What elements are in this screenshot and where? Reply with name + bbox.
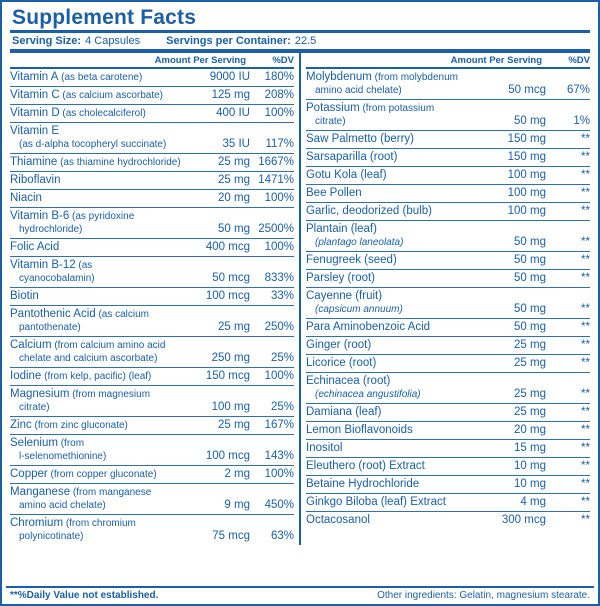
left-column-header — [10, 53, 294, 67]
ingredient-amount: 10 mg — [480, 458, 546, 476]
ingredient-amount: 25 mg — [480, 404, 546, 422]
ingredient-amount: 150 mg — [480, 149, 546, 167]
facts-columns — [10, 53, 590, 545]
ingredient-daily-value: 2500% — [250, 208, 294, 239]
ingredient-daily-value: ** — [546, 476, 590, 494]
ingredient-label: Vitamin E — [10, 125, 60, 137]
ingredient-amount: 9 mg — [184, 484, 250, 515]
ingredient-source: (as beta carotene) — [58, 72, 143, 83]
ingredient-amount: 50 mcg — [184, 257, 250, 288]
ingredient-name — [306, 167, 480, 185]
right-ingredient-table — [306, 69, 590, 529]
servings-container-value: 22.5 — [294, 35, 317, 47]
table-row — [10, 190, 294, 208]
ingredient-daily-value: ** — [546, 373, 590, 404]
ingredient-amount: 150 mcg — [184, 368, 250, 386]
ingredient-amount: 300 mcg — [501, 514, 546, 526]
left-ingredient-table — [10, 69, 294, 545]
ingredient-daily-value: ** — [546, 319, 590, 337]
table-row — [306, 422, 590, 440]
ingredient-daily-value: 1% — [546, 100, 590, 131]
ingredient-name — [306, 494, 480, 512]
ingredient-label: Para Aminobenzoic Acid — [306, 321, 431, 333]
ingredient-name — [10, 484, 184, 515]
ingredient-label: Inositol — [306, 442, 343, 454]
other-ingredients-note: Other ingredients: Gelatin, magnesium stearate. — [377, 590, 590, 601]
table-row — [10, 69, 294, 87]
ingredient-amount: 25 mg — [184, 154, 250, 172]
ingredient-label: Potassium — [306, 102, 360, 114]
ingredient-name — [306, 270, 480, 288]
ingredient-daily-value: 167% — [250, 417, 294, 435]
ingredient-label: Betaine Hydrochloride — [306, 478, 420, 490]
ingredient-amount: 75 mcg — [212, 530, 250, 542]
ingredient-label: Biotin — [10, 290, 39, 302]
ingredient-daily-value: ** — [546, 131, 590, 149]
table-row — [306, 319, 590, 337]
table-row — [10, 257, 294, 288]
ingredient-label: Niacin — [10, 192, 42, 204]
ingredient-daily-value: ** — [546, 422, 590, 440]
ingredient-name — [306, 288, 480, 319]
ingredient-daily-value: 180% — [250, 69, 294, 87]
ingredient-daily-value: 143% — [250, 435, 294, 466]
ingredient-latin-name: (plantago laneolata) — [315, 237, 404, 248]
ingredient-label: Eleuthero (root) Extract — [306, 460, 425, 472]
ingredient-daily-value: 100% — [250, 466, 294, 484]
ingredient-amount: 50 mg — [480, 100, 546, 131]
ingredient-source: (as — [75, 260, 93, 271]
ingredient-daily-value: 1667% — [250, 154, 294, 172]
ingredient-name — [306, 319, 480, 337]
ingredient-label: Magnesium — [10, 388, 70, 400]
table-row — [306, 288, 590, 319]
ingredient-amount: 50 mg — [480, 319, 546, 337]
ingredient-daily-value: 250% — [250, 306, 294, 337]
ingredient-source: (as calcium ascorbate) — [59, 90, 164, 101]
ingredient-name — [10, 172, 184, 190]
ingredient-amount: 4 mg — [480, 494, 546, 512]
table-row — [10, 172, 294, 190]
ingredient-daily-value: ** — [546, 252, 590, 270]
ingredient-label: Plantain (leaf) — [306, 223, 377, 235]
ingredient-amount: 50 mg — [480, 288, 546, 319]
ingredient-source: (from copper gluconate) — [47, 469, 157, 480]
ingredient-source: (from calcium amino acid — [51, 340, 166, 351]
ingredient-amount: 100 mcg — [184, 288, 250, 306]
ingredient-daily-value: 1471% — [250, 172, 294, 190]
ingredient-daily-value: 100% — [250, 239, 294, 257]
ingredient-label: Gotu Kola (leaf) — [306, 169, 387, 181]
ingredient-name — [10, 190, 184, 208]
ingredient-latin-name: (capsicum annuum) — [315, 304, 403, 315]
ingredient-name — [306, 252, 480, 270]
ingredient-name — [10, 466, 184, 484]
ingredient-name — [306, 203, 480, 221]
serving-info — [10, 35, 590, 47]
ingredient-daily-value: 100% — [250, 368, 294, 386]
ingredient-label: Octacosanol — [306, 514, 370, 526]
ingredient-source: (from magnesium — [69, 389, 151, 400]
ingredient-name — [10, 417, 184, 435]
table-row — [10, 87, 294, 105]
right-column — [299, 53, 590, 545]
ingredient-amount: 9000 IU — [184, 69, 250, 87]
ingredient-amount: 100 mg — [480, 185, 546, 203]
ingredient-label: Chromium — [10, 517, 64, 529]
ingredient-name — [10, 306, 184, 337]
ingredient-amount: 15 mg — [480, 440, 546, 458]
ingredient-label: Parsley (root) — [306, 272, 376, 284]
ingredient-amount: 25 mg — [480, 373, 546, 404]
table-row — [306, 494, 590, 512]
ingredient-label: Garlic, deodorized (bulb) — [306, 205, 432, 217]
ingredient-amount: 400 mcg — [184, 239, 250, 257]
amount-per-serving-header-left: Amount Per Serving — [154, 55, 246, 66]
ingredient-amount: 10 mg — [480, 476, 546, 494]
table-row — [10, 466, 294, 484]
ingredient-name — [10, 515, 184, 546]
ingredient-name — [10, 239, 184, 257]
ingredient-amount: 25 mg — [184, 306, 250, 337]
ingredient-daily-value: ** — [546, 270, 590, 288]
ingredient-amount: 25 mg — [184, 172, 250, 190]
ingredient-daily-value: 450% — [250, 484, 294, 515]
ingredient-label: Saw Palmetto (berry) — [306, 133, 415, 145]
ingredient-source: (from chromium — [63, 518, 136, 529]
ingredient-source-line2: (as d-alpha tocopheryl succinate) — [19, 139, 167, 150]
ingredient-label: Pantothenic Acid — [10, 308, 96, 320]
ingredient-amount: 100 mg — [480, 203, 546, 221]
table-row — [306, 440, 590, 458]
table-row — [306, 100, 590, 131]
serving-size-value: 4 Capsules — [85, 35, 141, 47]
ingredient-daily-value: ** — [546, 167, 590, 185]
ingredient-daily-value: ** — [546, 221, 590, 252]
ingredient-amount: 25 mg — [480, 355, 546, 373]
ingredient-label: Vitamin B-12 — [10, 259, 76, 271]
table-row — [306, 458, 590, 476]
ingredient-daily-value: ** — [546, 203, 590, 221]
ingredient-amount: 250 mg — [184, 337, 250, 368]
ingredient-source: (from potassium — [359, 103, 435, 114]
ingredient-daily-value: 100% — [250, 190, 294, 208]
table-row — [306, 69, 590, 100]
ingredient-daily-value: 25% — [250, 337, 294, 368]
table-row — [306, 476, 590, 494]
ingredient-daily-value: 208% — [250, 87, 294, 105]
ingredient-latin-name: (echinacea angustifolia) — [315, 389, 421, 400]
table-row — [10, 386, 294, 417]
table-row — [10, 123, 294, 154]
ingredient-daily-value: ** — [546, 288, 590, 319]
ingredient-label: Calcium — [10, 339, 52, 351]
ingredient-source-line2: amino acid chelate) — [315, 85, 402, 96]
ingredient-daily-value: ** — [546, 440, 590, 458]
ingredient-label: Ginger (root) — [306, 339, 372, 351]
table-row — [306, 404, 590, 422]
table-row — [306, 270, 590, 288]
ingredient-source: (from molybdenum — [371, 72, 458, 83]
footer — [10, 590, 590, 601]
ingredient-daily-value: 67% — [546, 69, 590, 100]
table-row — [10, 417, 294, 435]
ingredient-daily-value: ** — [546, 337, 590, 355]
ingredient-label: Copper — [10, 468, 48, 480]
ingredient-name — [306, 404, 480, 422]
ingredient-name — [10, 257, 184, 288]
ingredient-source-line2: pantothenate) — [19, 322, 81, 333]
ingredient-name — [306, 100, 480, 131]
ingredient-daily-value: 33% — [250, 288, 294, 306]
table-row — [306, 512, 590, 530]
ingredient-label: Sarsaparilla (root) — [306, 151, 398, 163]
ingredient-label: Molybdenum — [306, 71, 372, 83]
ingredient-source-line2: amino acid chelate) — [19, 500, 106, 511]
ingredient-label: Manganese — [10, 486, 71, 498]
ingredient-amount: 400 IU — [184, 105, 250, 123]
ingredient-name — [10, 435, 184, 466]
dv-header-right: %DV — [568, 55, 590, 66]
ingredient-label: Zinc — [10, 419, 32, 431]
ingredient-name — [10, 87, 184, 105]
ingredient-daily-value: 25% — [250, 386, 294, 417]
serving-size-label: Serving Size: — [12, 35, 82, 47]
ingredient-name — [10, 386, 184, 417]
ingredient-label: Vitamin D — [10, 107, 60, 119]
ingredient-amount: 50 mcg — [480, 69, 546, 100]
ingredient-amount: 100 mg — [480, 167, 546, 185]
ingredient-label: Fenugreek (seed) — [306, 254, 397, 266]
table-row — [306, 167, 590, 185]
table-row — [10, 484, 294, 515]
ingredient-amount: 125 mg — [184, 87, 250, 105]
ingredient-name — [10, 69, 184, 87]
ingredient-name — [10, 105, 184, 123]
ingredient-name — [306, 149, 480, 167]
ingredient-name — [306, 355, 480, 373]
ingredient-source-line2: cyanocobalamin) — [19, 273, 95, 284]
ingredient-name — [10, 368, 184, 386]
ingredient-amount: 50 mg — [184, 208, 250, 239]
table-row — [306, 221, 590, 252]
ingredient-name — [306, 69, 480, 100]
ingredient-label: Licorice (root) — [306, 357, 377, 369]
ingredient-source-line2: polynicotinate) — [19, 531, 84, 542]
ingredient-amount: 50 mg — [480, 252, 546, 270]
ingredient-label: Vitamin C — [10, 89, 60, 101]
ingredient-amount: 100 mcg — [184, 435, 250, 466]
ingredient-amount: 2 mg — [184, 466, 250, 484]
ingredient-daily-value: 833% — [250, 257, 294, 288]
page-title: Supplement Facts — [12, 6, 197, 29]
ingredient-amount: 25 mg — [480, 337, 546, 355]
ingredient-label: Riboflavin — [10, 174, 61, 186]
ingredient-label: Bee Pollen — [306, 187, 362, 199]
ingredient-amount: 100 mg — [184, 386, 250, 417]
ingredient-name — [10, 208, 184, 239]
ingredient-amount: 35 IU — [184, 123, 250, 154]
ingredient-source-line2: citrate) — [315, 116, 346, 127]
ingredient-label: Echinacea (root) — [306, 375, 391, 387]
ingredient-daily-value: ** — [546, 494, 590, 512]
ingredient-label: Folic Acid — [10, 241, 60, 253]
ingredient-label: Iodine — [10, 370, 42, 382]
ingredient-name — [306, 440, 480, 458]
table-row — [306, 252, 590, 270]
ingredient-name — [306, 373, 480, 404]
ingredient-source: (from manganese — [70, 487, 152, 498]
ingredient-daily-value: 63% — [270, 530, 294, 542]
title-divider — [10, 30, 590, 33]
ingredient-daily-value: ** — [546, 458, 590, 476]
ingredient-name — [306, 512, 480, 530]
ingredient-label: Cayenne (fruit) — [306, 290, 383, 302]
table-row — [10, 515, 294, 546]
ingredient-label: Ginkgo Biloba (leaf) Extract — [306, 496, 446, 508]
table-row — [10, 306, 294, 337]
table-row — [10, 154, 294, 172]
table-row — [306, 355, 590, 373]
ingredient-label: Lemon Bioflavonoids — [306, 424, 413, 436]
ingredient-source: (from — [57, 438, 85, 449]
ingredient-name — [306, 458, 480, 476]
daily-value-note: **%Daily Value not established. — [10, 590, 159, 601]
ingredient-label: Thiamine — [10, 156, 58, 168]
ingredient-label: Damiana (leaf) — [306, 406, 382, 418]
ingredient-name — [306, 422, 480, 440]
ingredient-name — [10, 154, 184, 172]
ingredient-name — [306, 476, 480, 494]
ingredient-amount: 50 mg — [480, 270, 546, 288]
ingredient-source-line2: citrate) — [19, 402, 50, 413]
table-row — [10, 435, 294, 466]
table-row — [10, 368, 294, 386]
amount-per-serving-header-right: Amount Per Serving — [450, 55, 542, 66]
table-row — [306, 149, 590, 167]
table-row — [306, 131, 590, 149]
table-row — [10, 337, 294, 368]
ingredient-daily-value: 100% — [250, 105, 294, 123]
ingredient-daily-value: ** — [546, 355, 590, 373]
ingredient-source: (as pyridoxine — [69, 211, 135, 222]
servings-container-label: Servings per Container: — [166, 35, 291, 47]
ingredient-daily-value: 117% — [250, 123, 294, 154]
ingredient-source-line2: chelate and calcium ascorbate) — [19, 353, 158, 364]
ingredient-name — [306, 131, 480, 149]
ingredient-source-line2: l-selenomethionine) — [19, 451, 107, 462]
ingredient-daily-value: ** — [581, 514, 590, 526]
ingredient-label: Vitamin B-6 — [10, 210, 70, 222]
dv-header-left: %DV — [272, 55, 294, 66]
ingredient-amount: 20 mg — [480, 422, 546, 440]
ingredient-name — [10, 337, 184, 368]
ingredient-source: (as calcium — [95, 309, 150, 320]
ingredient-daily-value: ** — [546, 185, 590, 203]
table-row — [10, 105, 294, 123]
ingredient-daily-value: ** — [546, 404, 590, 422]
ingredient-amount: 150 mg — [480, 131, 546, 149]
ingredient-source: (from kelp, pacific) (leaf) — [41, 371, 152, 382]
table-row — [10, 239, 294, 257]
ingredient-name — [10, 123, 184, 154]
table-row — [10, 208, 294, 239]
table-row — [306, 203, 590, 221]
ingredient-label: Selenium — [10, 437, 58, 449]
ingredient-source: (from zinc gluconate) — [31, 420, 128, 431]
ingredient-source: (as cholecalciferol) — [59, 108, 146, 119]
ingredient-amount: 25 mg — [184, 417, 250, 435]
left-column — [10, 53, 299, 545]
ingredient-name — [10, 288, 184, 306]
table-row — [306, 185, 590, 203]
ingredient-daily-value: ** — [546, 149, 590, 167]
ingredient-name — [306, 185, 480, 203]
ingredient-amount: 50 mg — [480, 221, 546, 252]
ingredient-amount: 20 mg — [184, 190, 250, 208]
ingredient-name — [306, 337, 480, 355]
table-row — [10, 288, 294, 306]
ingredient-source-line2: hydrochloride) — [19, 224, 83, 235]
ingredient-name — [306, 221, 480, 252]
right-column-header — [306, 53, 590, 67]
ingredient-source: (as thiamine hydrochloride) — [57, 157, 181, 168]
ingredient-label: Vitamin A — [10, 71, 59, 83]
table-row — [306, 373, 590, 404]
footer-divider — [6, 586, 594, 588]
table-row — [306, 337, 590, 355]
